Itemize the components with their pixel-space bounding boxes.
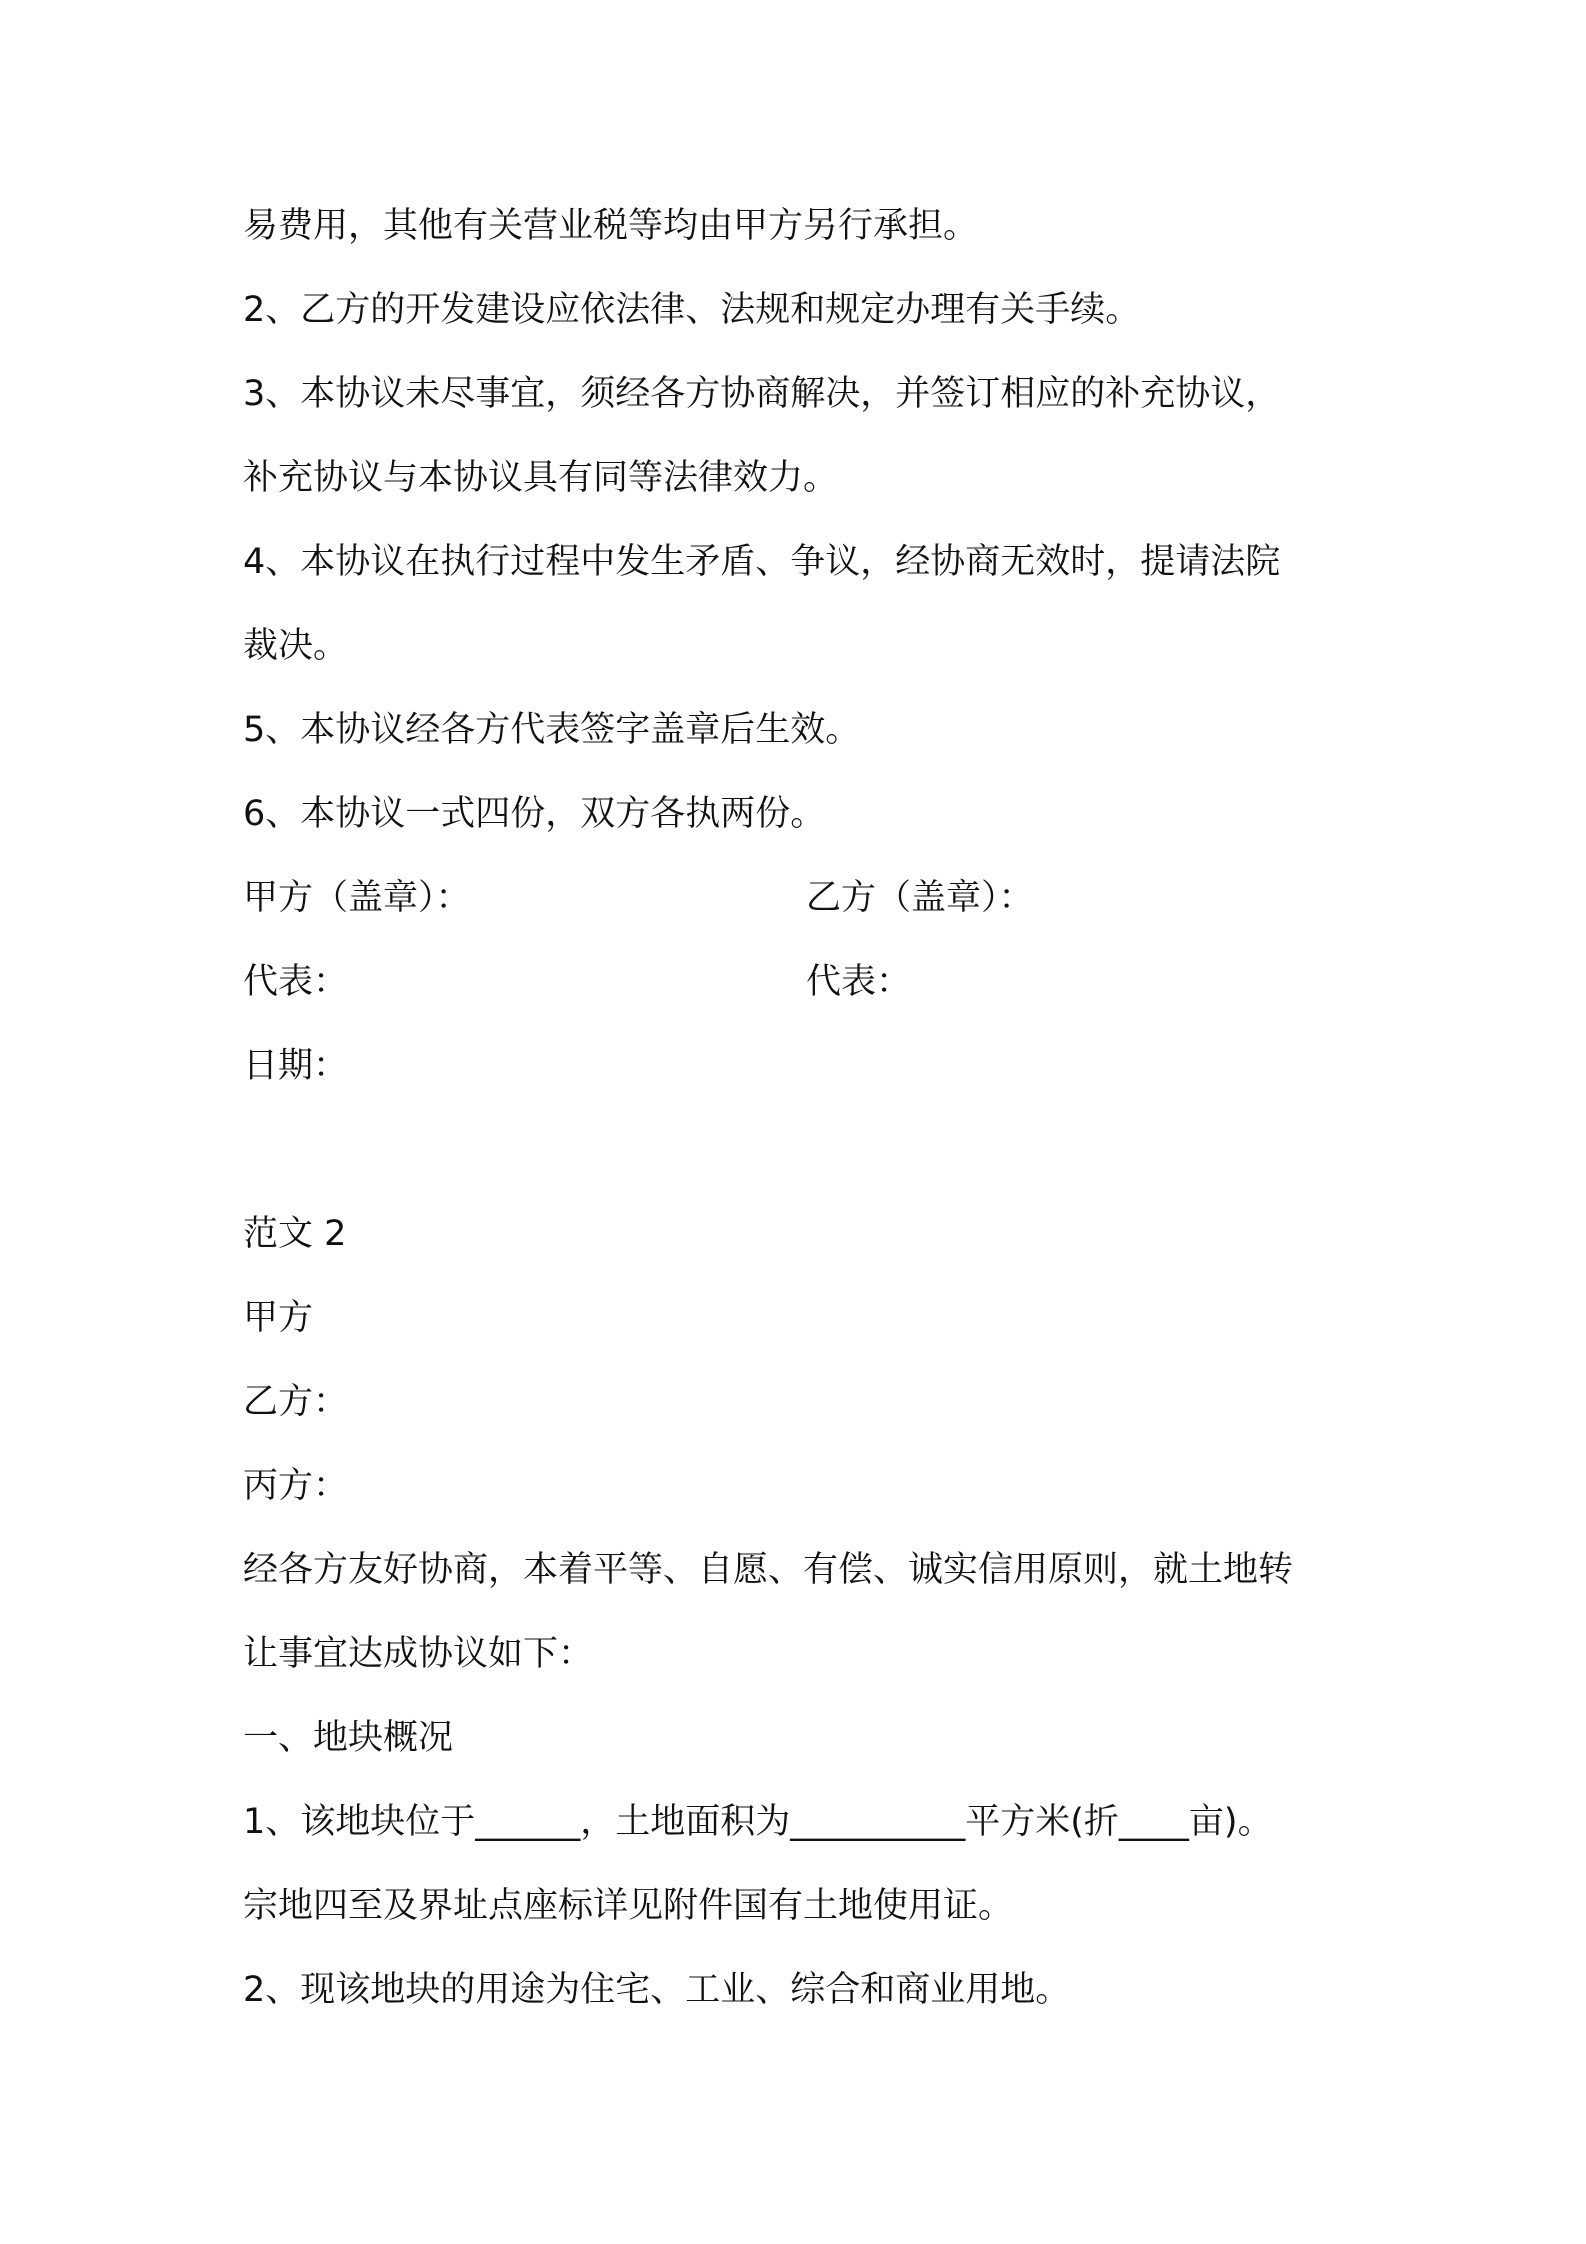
party-c-line: 丙方：: [243, 1466, 349, 1506]
party-b-seal-label: 乙方（盖章）：: [806, 878, 1034, 918]
sample-heading: 范文 2: [243, 1214, 347, 1254]
intro-line-2: 让事宜达成协议如下：: [243, 1634, 594, 1674]
clause-6: 6、本协议一式四份，双方各执两份。: [243, 794, 826, 834]
intro-line-1: 经各方友好协商，本着平等、自愿、有偿、诚实信用原则，就土地转: [243, 1550, 1294, 1590]
paragraph-continuation: 易费用，其他有关营业税等均由甲方另行承担。: [243, 206, 979, 246]
clause-4-line-2: 裁决。: [243, 626, 349, 666]
party-a-line: 甲方: [243, 1298, 314, 1338]
date-label: 日期：: [243, 1046, 349, 1086]
item-1-line-1: 1、该地块位于______，土地面积为__________平方米(折____亩)。: [243, 1802, 1273, 1842]
party-b-representative-label: 代表：: [806, 962, 912, 1002]
section-1-title: 一、地块概况: [243, 1718, 454, 1758]
clause-3-line-2: 补充协议与本协议具有同等法律效力。: [243, 458, 839, 498]
party-a-representative-label: 代表：: [243, 962, 349, 1002]
item-1-line-2: 宗地四至及界址点座标详见附件国有土地使用证。: [243, 1886, 1014, 1926]
party-a-seal-label: 甲方（盖章）：: [243, 878, 471, 918]
item-2: 2、现该地块的用途为住宅、工业、综合和商业用地。: [243, 1970, 1071, 2010]
clause-5: 5、本协议经各方代表签字盖章后生效。: [243, 710, 861, 750]
party-b-line: 乙方：: [243, 1382, 349, 1422]
clause-3-line-1: 3、本协议未尽事宜，须经各方协商解决，并签订相应的补充协议，: [243, 374, 1281, 414]
clause-2: 2、乙方的开发建设应依法律、法规和规定办理有关手续。: [243, 290, 1141, 330]
clause-4-line-1: 4、本协议在执行过程中发生矛盾、争议，经协商无效时，提请法院: [243, 542, 1281, 582]
